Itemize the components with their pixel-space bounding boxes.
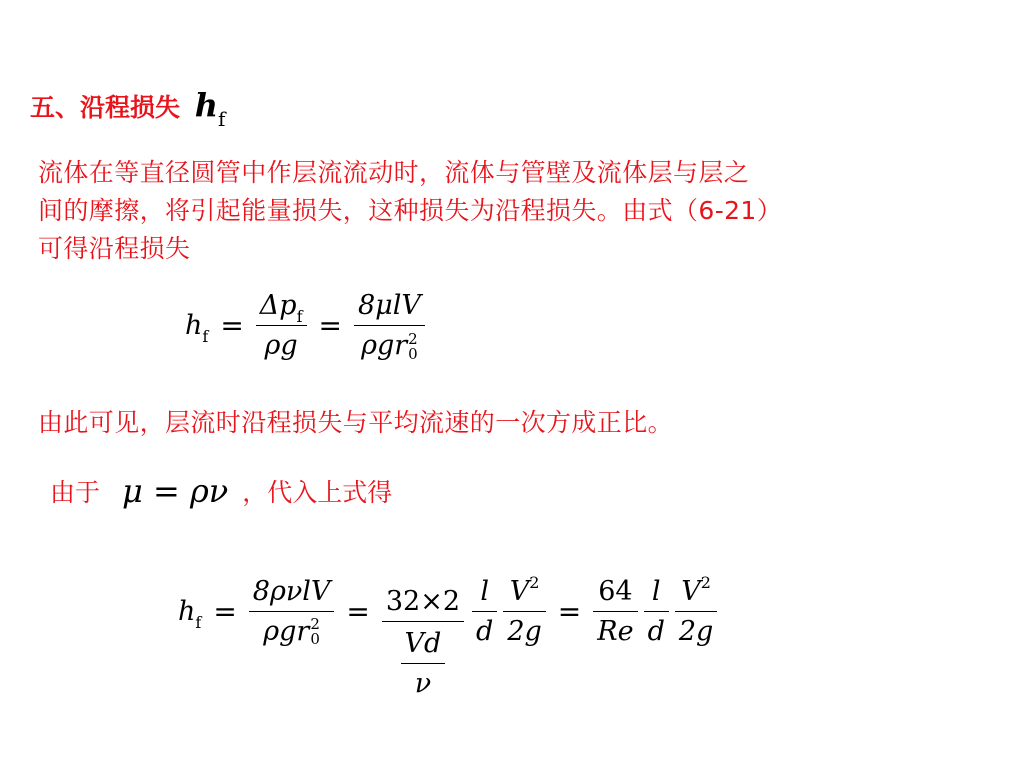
equals-sign: =	[220, 309, 244, 343]
eq2-f3-den: d	[476, 616, 494, 647]
eq2-f7-num-sup: 2	[700, 573, 711, 592]
eq2-lhs-sub: f	[195, 613, 202, 632]
paragraph-line-3: 可得沿程损失	[38, 234, 191, 263]
conclusion-text: 由此可见，层流时沿程损失与平均流速的一次方成正比。	[38, 408, 674, 437]
eq2-f1-den-sup: 2	[310, 615, 320, 634]
eq2-f4-num: V	[509, 576, 530, 607]
eq1-fraction-1	[256, 290, 307, 361]
eq1-f1-den: ρg	[264, 330, 298, 362]
eq2-f2-num: 32×2	[382, 586, 464, 622]
eq2-fraction-7	[675, 573, 717, 647]
eq2-fraction-4	[503, 573, 545, 647]
equals-sign: =	[213, 595, 237, 628]
eq2-f3-num: l	[472, 576, 497, 612]
heading-symbol	[194, 86, 226, 131]
heading-label: 五、沿程损失	[30, 93, 181, 122]
eq1-f1-num-sub: f	[296, 307, 303, 327]
eq2-f4-den: 2g	[507, 616, 542, 647]
paragraph-line-1: 流体在等直径圆管中作层流流动时，流体与管壁及流体层与层之	[38, 158, 750, 187]
equation-2	[178, 556, 717, 699]
eq2-f4-num-sup: 2	[529, 573, 540, 592]
eq1-lhs-sub: f	[202, 327, 209, 347]
eq1-lhs	[185, 310, 209, 347]
eq2-f5-den: Re	[597, 616, 634, 647]
eq2-fraction-1	[249, 576, 335, 648]
eq2-lhs-h: h	[178, 596, 196, 627]
heading-symbol-h: h	[194, 86, 218, 124]
eq1-fraction-2	[354, 290, 425, 362]
eq2-f2-den-den: ν	[414, 668, 432, 699]
paragraph-line-2: 间的摩擦，将引起能量损失，这种损失为沿程损失。由式（6-21）	[38, 196, 783, 225]
eq1-f2-den-sup: 2	[408, 329, 418, 348]
eq1-f2-den-sub: 0	[408, 344, 418, 363]
substitution-line	[50, 472, 392, 510]
eq1-f2-num: 8μlV	[354, 290, 425, 326]
substitution-suffix: ，代入上式得	[242, 478, 393, 507]
eq2-f2-den-num: Vd	[401, 628, 446, 664]
eq2-f5-num: 64	[593, 576, 637, 612]
eq2-lhs	[178, 596, 202, 632]
eq2-fraction-6	[644, 576, 669, 647]
section-heading	[30, 86, 226, 131]
substitution-prefix: 由于	[50, 478, 101, 507]
heading-symbol-sub: f	[218, 107, 226, 131]
eq2-f6-den: d	[647, 616, 665, 647]
equals-sign: =	[557, 595, 582, 628]
eq2-f2-den-fraction	[401, 628, 446, 699]
eq1-f2-den: ρgr	[361, 330, 408, 361]
eq2-fraction-5	[593, 576, 637, 647]
eq2-f7-num: V	[681, 576, 701, 607]
eq2-f6-num: l	[644, 576, 669, 612]
eq2-fraction-3	[472, 576, 497, 647]
eq2-f1-den-sub: 0	[310, 630, 320, 649]
eq2-f1-num: 8ρνlV	[249, 576, 335, 612]
equation-1	[185, 290, 425, 362]
eq2-f1-den: ρgr	[263, 615, 310, 647]
substitution-formula: μ = ρν	[122, 472, 229, 510]
eq2-fraction-2	[382, 586, 464, 699]
equals-sign: =	[346, 595, 370, 628]
eq1-lhs-h: h	[185, 310, 203, 342]
eq2-f7-den: 2g	[678, 616, 714, 647]
eq1-f1-num: Δp	[259, 290, 297, 322]
equals-sign: =	[318, 309, 342, 343]
